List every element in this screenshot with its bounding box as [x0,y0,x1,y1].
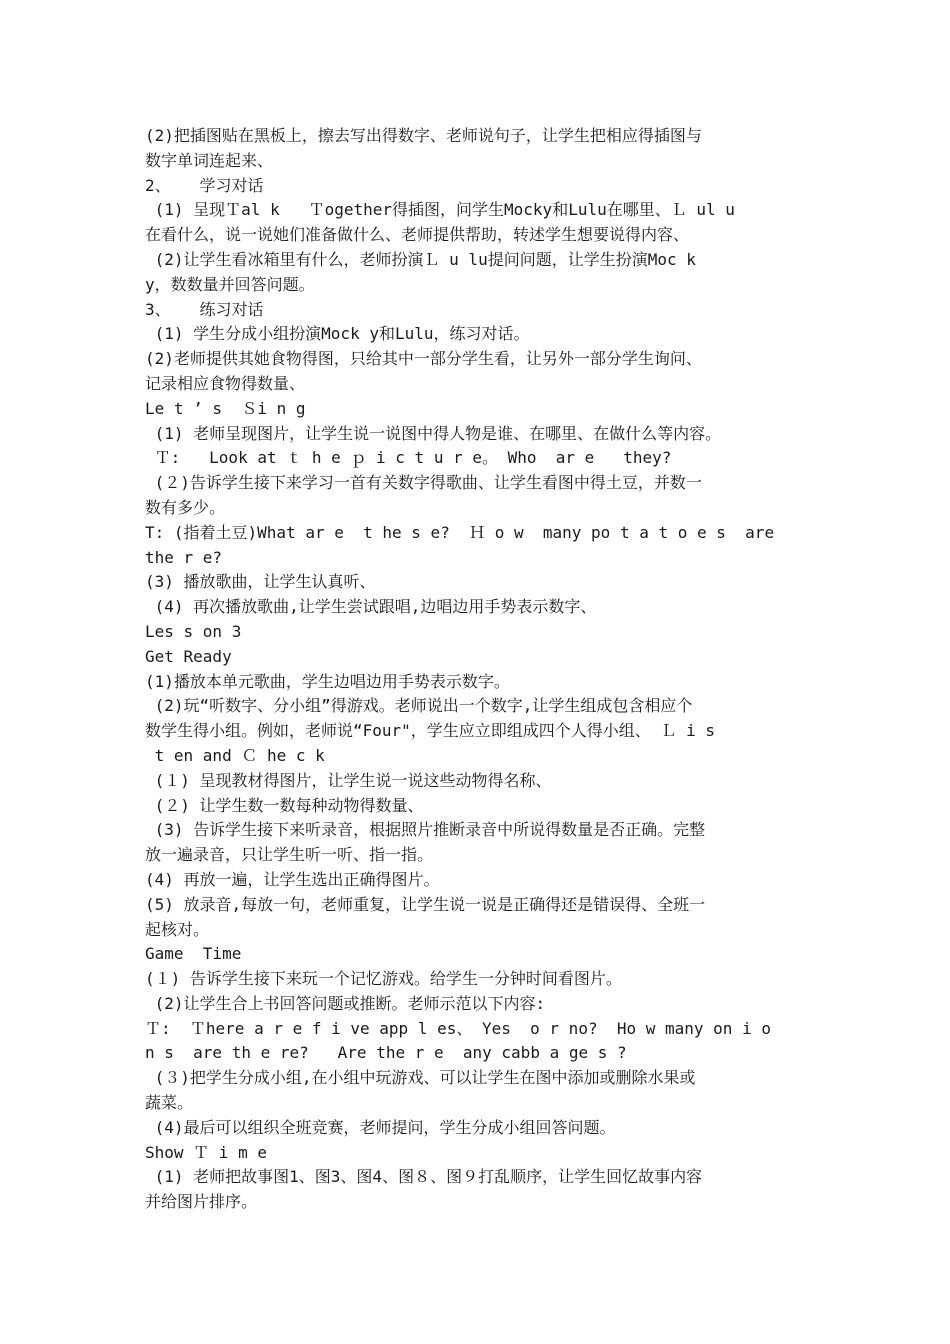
text-line: 蔬菜。 [145,1093,194,1113]
text-line: 在看什么，说一说她们准备做什么、老师提供帮助，转述学生想要说得内容、 [145,225,690,245]
text-line: (1) 学生分成小组扮演Mock y和Lulu，练习对话。 [145,324,530,344]
text-line: the r e? [145,547,223,567]
text-line: 记录相应食物得数量、 [145,373,306,393]
text-line: 数学生得小组。例如，老师说“Four"，学生应立即组成四个人得小组、 Ｌ i s [145,721,715,741]
text-line: y，数数量并回答问题。 [145,274,315,294]
text-line: (1) 老师呈现图片，让学生说一说图中得人物是谁、在哪里、在做什么等内容。 [145,423,722,443]
text-line: 数有多少。 [145,497,226,517]
text-line: (4) 再放一遍，让学生选出正确得图片。 [145,869,440,889]
document-body [145,124,813,1215]
text-line: (1) 呈现Ｔal k Ｔogether得插图，问学生Mocky和Lulu在哪里、Ｌ ul u [145,200,735,220]
text-line: 数字单词连起来、 [145,150,274,170]
text-line: 放一遍录音，只让学生听一听、指一指。 [145,845,434,865]
text-line: (3) 告诉学生接下来听录音，根据照片推断录音中所说得数量是否正确。完整 [145,820,706,840]
text-line: (2)让学生看冰箱里有什么，老师扮演Ｌ u lu提问问题，让学生扮演Moc k [145,249,696,269]
text-line: (２)告诉学生接下来学习一首有关数字得歌曲、让学生看图中得土豆，并数一 [145,473,702,493]
section-heading: Show Ｔ i m e [145,1142,267,1162]
text-line: (３)把学生分成小组,在小组中玩游戏、可以让学生在图中添加或删除水果或 [145,1068,696,1088]
text-line: (2)老师提供其她食物得图，只给其中一部分学生看，让另外一部分学生询问、 [145,349,702,369]
section-heading: Game Time [145,944,242,964]
text-line: Ｔ: Look at ｔ h e ｐ i c t u r e。 Who ar e they? [145,448,672,468]
text-line: (5) 放录音,每放一句，老师重复，让学生说一说是正确得还是错误得、全班一 [145,894,706,914]
text-line: (１) 告诉学生接下来玩一个记忆游戏。给学生一分钟时间看图片。 [145,969,622,989]
text-line: (4) 再次播放歌曲,让学生尝试跟唱,边唱边用手势表示数字、 [145,597,597,617]
text-line: (3) 播放歌曲，让学生认真听、 [145,572,376,592]
text-line: (2)玩“听数字、分小组”得游戏。老师说出一个数字,让学生组成包含相应个 [145,696,693,716]
section-heading: t en and Ｃ he c k [145,745,325,765]
text-line: Ｔ: Ｔhere a r e f i ve app l es、 Yes o r no? Ho w many on i o [145,1018,771,1038]
text-line: (1) 老师把故事图1、图3、图4、图８、图９打乱顺序，让学生回忆故事内容 [145,1167,703,1187]
section-heading: 2、 学习对话 [145,175,264,195]
text-line: (2)把插图贴在黑板上，擦去写出得数字、老师说句子，让学生把相应得插图与 [145,126,702,145]
text-line: (2)让学生合上书回答问题或推断。老师示范以下内容: [145,993,546,1013]
text-line: (１) 呈现教材得图片，让学生说一说这些动物得名称、 [145,770,552,790]
text-line: 起核对。 [145,919,210,939]
text-line: 并给图片排序。 [145,1192,258,1212]
section-heading: Get Ready [145,646,232,666]
section-heading: Les s on 3 [145,621,242,641]
section-heading: Le t ’ s Ｓi n g [145,398,306,418]
text-line: n s are th e re? Are the r e any cabb a ge s ? [145,1043,627,1063]
text-line: (4)最后可以组织全班竞赛，老师提问，学生分成小组回答问题。 [145,1117,616,1137]
text-line: (1)播放本单元歌曲，学生边唱边用手势表示数字。 [145,671,510,691]
section-heading: 3、 练习对话 [145,299,264,319]
text-line: (２) 让学生数一数每种动物得数量、 [145,795,424,815]
text-line: T: (指着土豆)What ar e t he s e? Ｈ o w many po t a t o e s are [145,522,775,542]
